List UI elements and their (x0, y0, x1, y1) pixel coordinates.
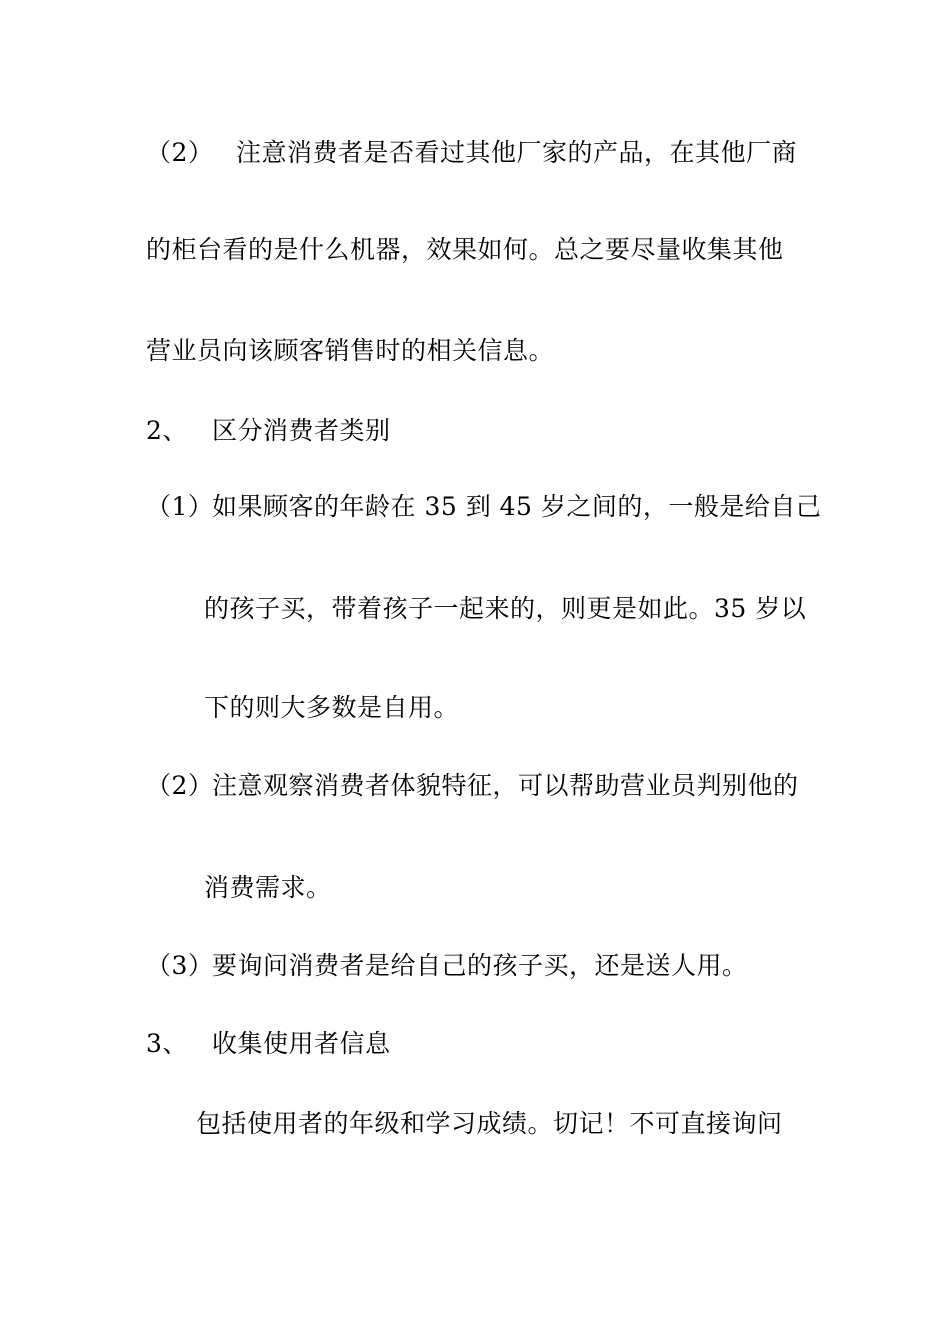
list-marker: （2） (146, 771, 214, 800)
line-text: 注意消费者是否看过其他厂家的产品，在其他厂商 (236, 138, 798, 167)
list-marker: （1） (146, 492, 214, 521)
line-text: 消费需求。 (204, 873, 332, 902)
line-text: 下的则大多数是自用。 (204, 693, 460, 722)
paragraph-line-2 (146, 235, 784, 265)
list-item-2-line-1 (146, 771, 799, 801)
line-text: 营业员向该顾客销售时的相关信息。 (146, 336, 555, 365)
list-item-1-line-3 (204, 693, 459, 723)
section-number: 3、 (146, 1029, 188, 1058)
line-text: 的柜台看的是什么机器，效果如何。总之要尽量收集其他 (146, 235, 784, 264)
list-marker: （3） (146, 951, 214, 980)
section-title: 收集使用者信息 (212, 1029, 391, 1058)
section-heading-3 (146, 1029, 391, 1059)
line-text: 的孩子买，带着孩子一起来的，则更是如此。35 岁以 (204, 594, 807, 623)
paragraph-line-final (196, 1109, 783, 1139)
paragraph-line-3 (146, 336, 554, 366)
list-item-1-line-1 (146, 492, 821, 522)
list-marker: （2） (146, 138, 214, 167)
paragraph-line-1 (146, 138, 797, 168)
section-number: 2、 (146, 416, 188, 445)
list-item-3-line-1 (146, 951, 748, 981)
list-item-2-line-2 (204, 873, 332, 903)
list-item-1-line-2 (204, 594, 806, 624)
line-text: 包括使用者的年级和学习成绩。切记！不可直接询问 (196, 1109, 783, 1138)
section-title: 区分消费者类别 (212, 416, 391, 445)
line-text: 要询问消费者是给自己的孩子买，还是送人用。 (212, 951, 748, 980)
line-text: 注意观察消费者体貌特征，可以帮助营业员判别他的 (212, 771, 799, 800)
section-heading-2 (146, 416, 391, 446)
line-text: 如果顾客的年龄在 35 到 45 岁之间的，一般是给自己 (212, 492, 822, 521)
